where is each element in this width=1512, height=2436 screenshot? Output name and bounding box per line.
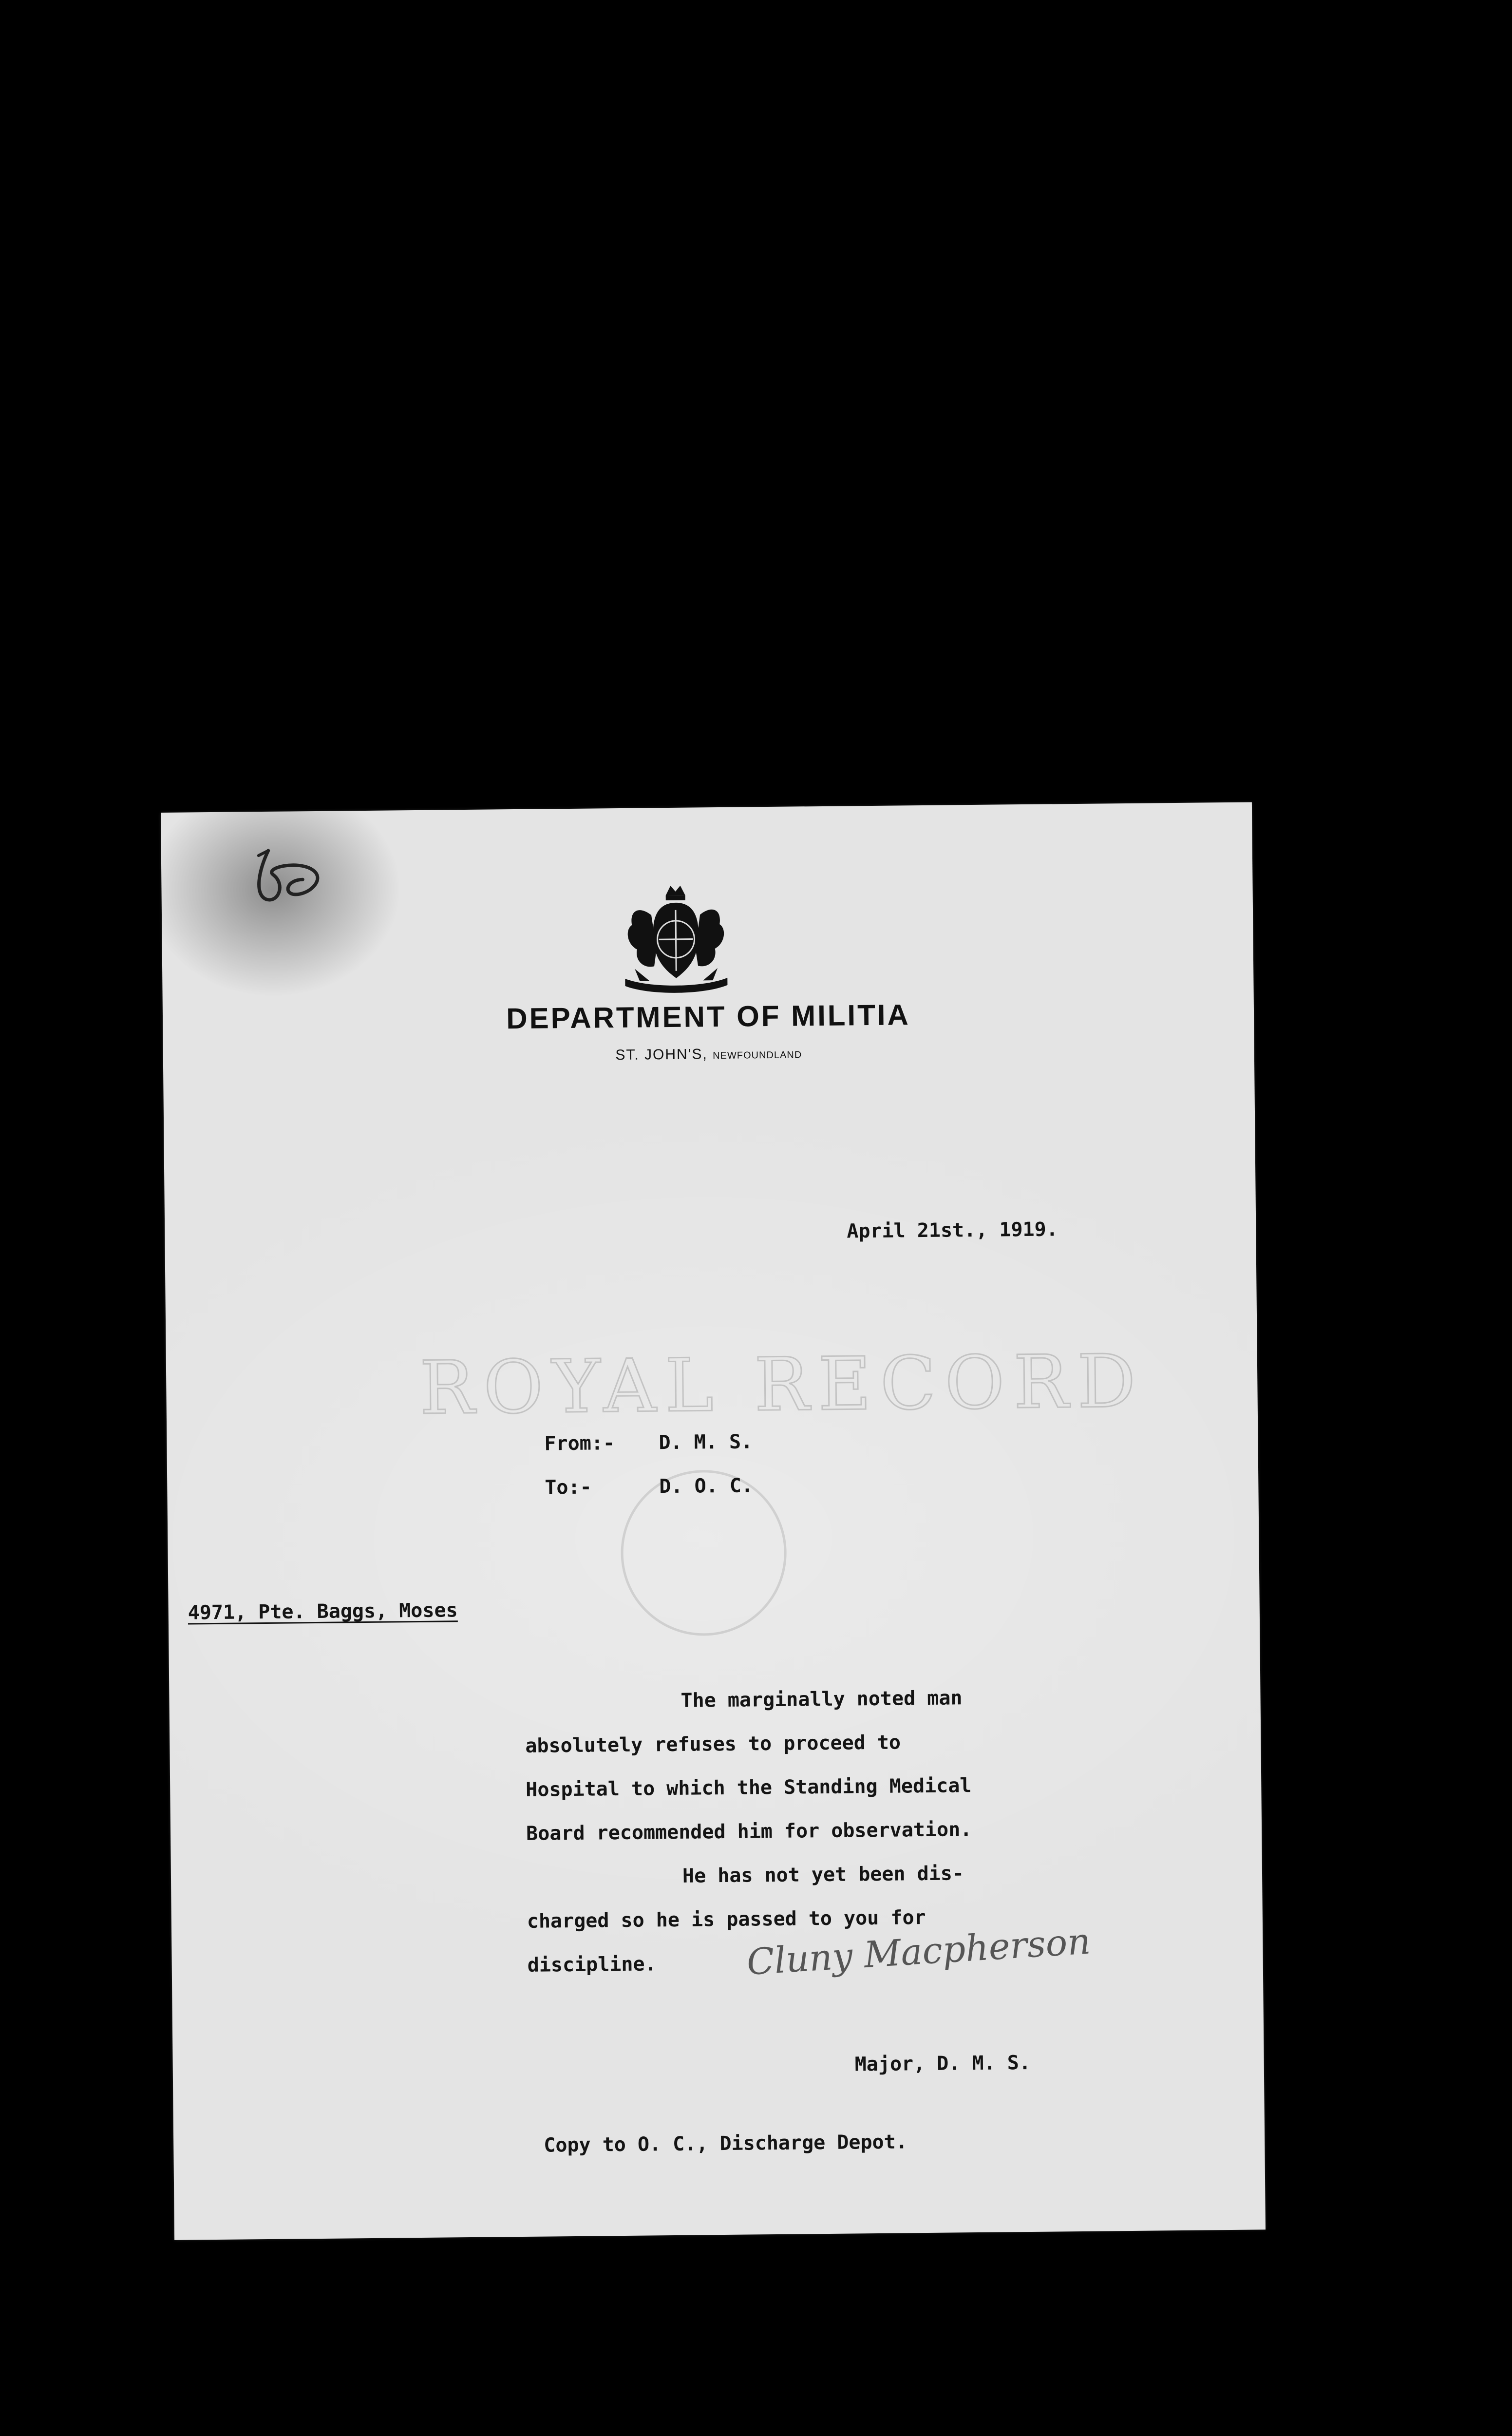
letter-page	[161, 802, 1266, 2240]
signature: Cluny Macpherson	[745, 1920, 1092, 1983]
signatory-title: Major, D. M. S.	[854, 2051, 1031, 2076]
body-line-4: Board recommended him for observation.	[526, 1818, 972, 1845]
letter-date: April 21st., 1919.	[847, 1218, 1058, 1243]
body-line-7: discipline.	[527, 1953, 657, 1977]
letterhead-city: ST. JOHN'S,	[615, 1046, 708, 1064]
copy-note: Copy to O. C., Discharge Depot.	[544, 2131, 908, 2157]
body-line-3: Hospital to which the Standing Medical	[526, 1774, 972, 1801]
body-line-1: The marginally noted man	[680, 1687, 963, 1712]
royal-crest-icon	[605, 880, 747, 998]
to-value: D. O. C.	[659, 1474, 754, 1498]
body-line-5: He has not yet been dis-	[682, 1862, 964, 1887]
handwritten-mark	[239, 840, 347, 914]
letterhead-province: NEWFOUNDLAND	[713, 1049, 802, 1062]
department-title: DEPARTMENT OF MILITIA	[506, 998, 911, 1035]
from-label: From:-	[544, 1432, 615, 1455]
from-value: D. M. S.	[659, 1430, 753, 1454]
body-line-6: charged so he is passed to you for	[527, 1906, 926, 1933]
letterhead-location	[163, 1041, 1254, 1068]
watermark: ROYAL RECORD	[419, 1339, 1145, 1431]
body-line-2: absolutely refuses to proceed to	[525, 1731, 901, 1757]
to-label: To:-	[545, 1476, 592, 1499]
margin-note: 4971, Pte. Baggs, Moses	[188, 1599, 458, 1624]
